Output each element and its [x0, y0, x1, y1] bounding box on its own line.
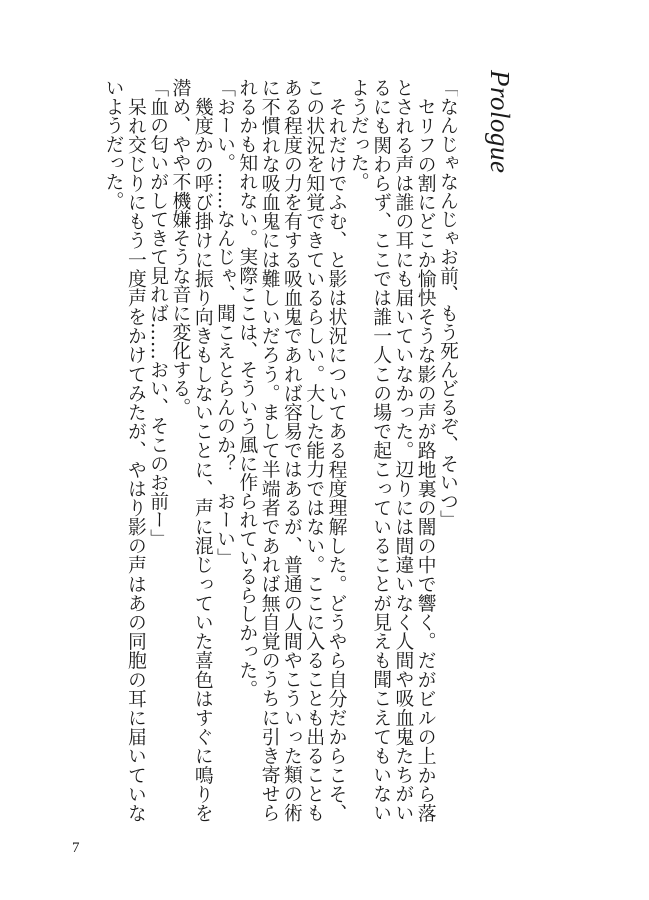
chapter-title: Prologue	[485, 70, 515, 174]
paragraph: 幾度かの呼び掛けに振り向きもしないことに、声に混じっていた喜色はすぐに鳴りを潜め、やや不機嫌そうな音に変化する。	[169, 78, 213, 822]
paragraph: 「おーい。……なんじゃ、聞こえとらんのか？ おーい」	[214, 78, 236, 567]
paragraph: 「血の匂いがしてきて見れば……おい、そこのお前ー」	[147, 78, 169, 548]
paragraph: それだけでふむ、と影は状況についてある程度理解した。どうやら自分だからこそ、この状況を知覚できているらしい。大した能力ではない。ここに入ることも出ることもある程度の力を有する吸血鬼であれば容易ではあるが、普通の人間やこういった類の術に不慣れな吸血鬼には難しいだろう。まして半端者であれば無自覚のうちに引き寄せられるかも知れない。実際ここは、そういう風に作られているらしかった。	[236, 78, 347, 822]
paragraph: セリフの割にどこか愉快そうな影の声が路地裏の闇の中で響く。だがビルの上から落とされる声は誰の耳にも届いていなかった。辺りには間違いなく人間や吸血鬼たちがいるにも関わらず、ここでは誰一人この場で起こっていることが見えも聞こえてもいないようだった。	[347, 78, 436, 822]
paragraph: 「なんじゃなんじゃお前、もう死んどるぞ、そいつ」	[437, 78, 458, 529]
body-text	[58, 78, 458, 822]
page-number: 7	[72, 840, 80, 856]
paragraph: 呆れ交じりにもう一度声をかけてみたが、やはり影の声はあの同胞の耳に届いていないようだった。	[102, 78, 146, 822]
